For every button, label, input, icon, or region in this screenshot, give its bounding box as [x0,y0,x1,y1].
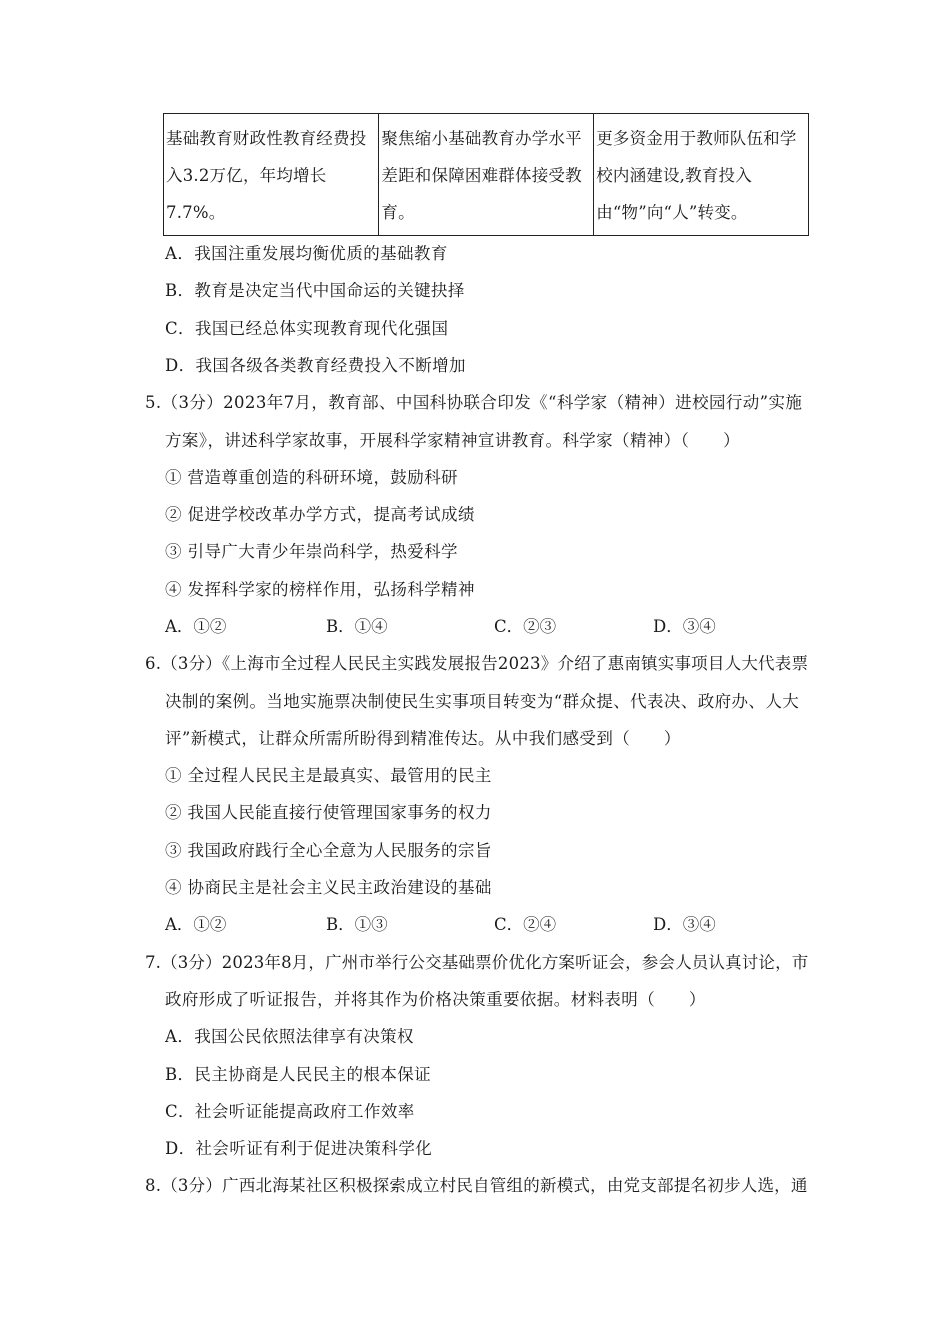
question-stem: 方案》，讲述科学家故事，开展科学家精神宣讲教育。科学家（精神）（ ） [165,431,740,450]
info-table [163,113,809,236]
option-c: C．②③ [494,617,557,636]
statement-item: ② 我国人民能直接行使管理国家事务的权力 [165,803,492,822]
statement-item: ④ 协商民主是社会主义民主政治建设的基础 [165,878,492,897]
statement-item: ① 营造尊重创造的科研环境，鼓励科研 [165,468,458,487]
statement-item: ③ 引导广大青少年崇尚科学，热爱科学 [165,542,458,561]
statement-item: ② 促进学校改革办学方式，提高考试成绩 [165,505,475,524]
table-cell: 基础教育财政性教育经费投入3.2万亿，年均增长7.7%。 [164,114,379,236]
option-a: A．①② [165,617,227,636]
statement-item: ① 全过程人民民主是最真实、最管用的民主 [165,766,492,785]
question-stem: 5.（3分）2023年7月，教育部、中国科协联合印发《“科学家（精神）进校园行动”实施 [145,393,803,412]
question-stem: 评”新模式，让群众所需所盼得到精准传达。从中我们感受到（ ） [165,729,681,748]
option-c: C．社会听证能提高政府工作效率 [165,1102,415,1121]
option-b: B．教育是决定当代中国命运的关键抉择 [165,281,465,300]
question-stem: 决制的案例。当地实施票决制使民生实事项目转变为“群众提、代表决、政府办、人大 [165,692,800,711]
option-a: A．我国注重发展均衡优质的基础教育 [165,244,448,263]
option-d: D．我国各级各类教育经费投入不断增加 [165,356,466,375]
option-b: B．民主协商是人民民主的根本保证 [165,1065,432,1084]
option-a: A．①② [165,915,227,934]
question-stem: 6.（3分）《上海市全过程人民民主实践发展报告2023》介绍了惠南镇实事项目人大代表票 [145,654,809,673]
table-cell: 聚焦缩小基础教育办学水平差距和保障困难群体接受教育。 [379,114,594,236]
question-stem: 8.（3分）广西北海某社区积极探索成立村民自管组的新模式，由党支部提名初步人选，通 [145,1176,808,1195]
statement-item: ④ 发挥科学家的榜样作用，弘扬科学精神 [165,580,475,599]
option-d: D．社会听证有利于促进决策科学化 [165,1139,433,1158]
option-b: B．①③ [326,915,388,934]
option-d: D．③④ [653,915,716,934]
question-stem: 政府形成了听证报告，并将其作为价格决策重要依据。材料表明（ ） [165,990,706,1009]
statement-item: ③ 我国政府践行全心全意为人民服务的宗旨 [165,841,492,860]
option-a: A．我国公民依照法律享有决策权 [165,1027,414,1046]
option-d: D．③④ [653,617,716,636]
option-b: B．①④ [326,617,388,636]
option-c: C．②④ [494,915,557,934]
table-cell: 更多资金用于教师队伍和学校内涵建设,教育投入由“物”向“人”转变。 [594,114,809,236]
table-row [164,114,809,236]
option-c: C．我国已经总体实现教育现代化强国 [165,319,449,338]
question-stem: 7.（3分）2023年8月，广州市举行公交基础票价优化方案听证会，参会人员认真讨论，市 [145,953,809,972]
